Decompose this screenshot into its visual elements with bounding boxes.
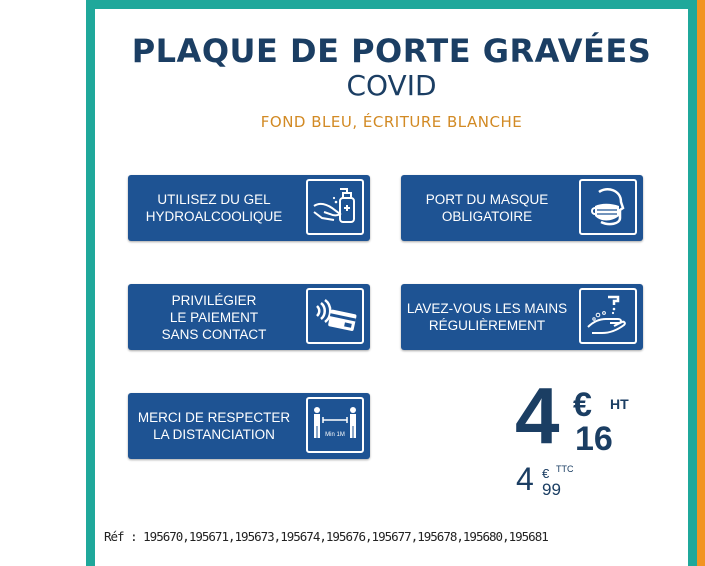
plate-text: LAVEZ-VOUS LES MAINS RÉGULIÈREMENT — [406, 301, 568, 333]
face-mask-icon — [579, 179, 637, 235]
product-tagline: FOND BLEU, ÉCRITURE BLANCHE — [260, 113, 523, 131]
price-ttc-currency: € — [542, 466, 550, 481]
price-ttc-label: TTC — [556, 464, 574, 474]
product-reference: Réf : 195670,195671,195673,195674,195676,195677,195678,195680,195681 — [104, 529, 548, 544]
social-distance-icon — [306, 397, 364, 453]
price-ht — [515, 371, 645, 462]
product-subtitle: COVID — [346, 69, 437, 102]
plate-hand-sanitizer — [128, 175, 370, 241]
price-ht-decimals: 16 — [575, 420, 613, 458]
plate-text: UTILISEZ DU GEL HYDROALCOOLIQUE — [145, 192, 283, 224]
plate-text: PORT DU MASQUE OBLIGATOIRE — [425, 192, 549, 224]
price-ttc-integer: 4 — [516, 461, 534, 497]
plate-hand-washing — [401, 284, 643, 350]
plate-face-mask — [401, 175, 643, 241]
hand-washing-icon — [579, 288, 637, 344]
price-ht-currency: € — [573, 386, 592, 424]
page-margin-left — [0, 0, 86, 566]
plate-contactless-payment — [128, 284, 370, 350]
price-ht-integer: 4 — [515, 371, 560, 460]
plate-text: MERCI DE RESPECTER LA DISTANCIATION — [137, 410, 291, 442]
distance-label: Min 1M — [325, 432, 345, 438]
orange-edge-strip — [697, 0, 705, 566]
price-ht-label: HT — [610, 396, 629, 412]
plate-social-distancing — [128, 393, 370, 459]
price-ttc — [516, 462, 606, 502]
hand-sanitizer-icon — [306, 179, 364, 235]
product-title: PLAQUE DE PORTE GRAVÉES — [131, 32, 652, 70]
price-ttc-decimals: 99 — [542, 480, 561, 499]
plate-text: PRIVILÉGIER LE PAIEMENT SANS CONTACT — [161, 292, 267, 342]
contactless-card-icon — [306, 288, 364, 344]
